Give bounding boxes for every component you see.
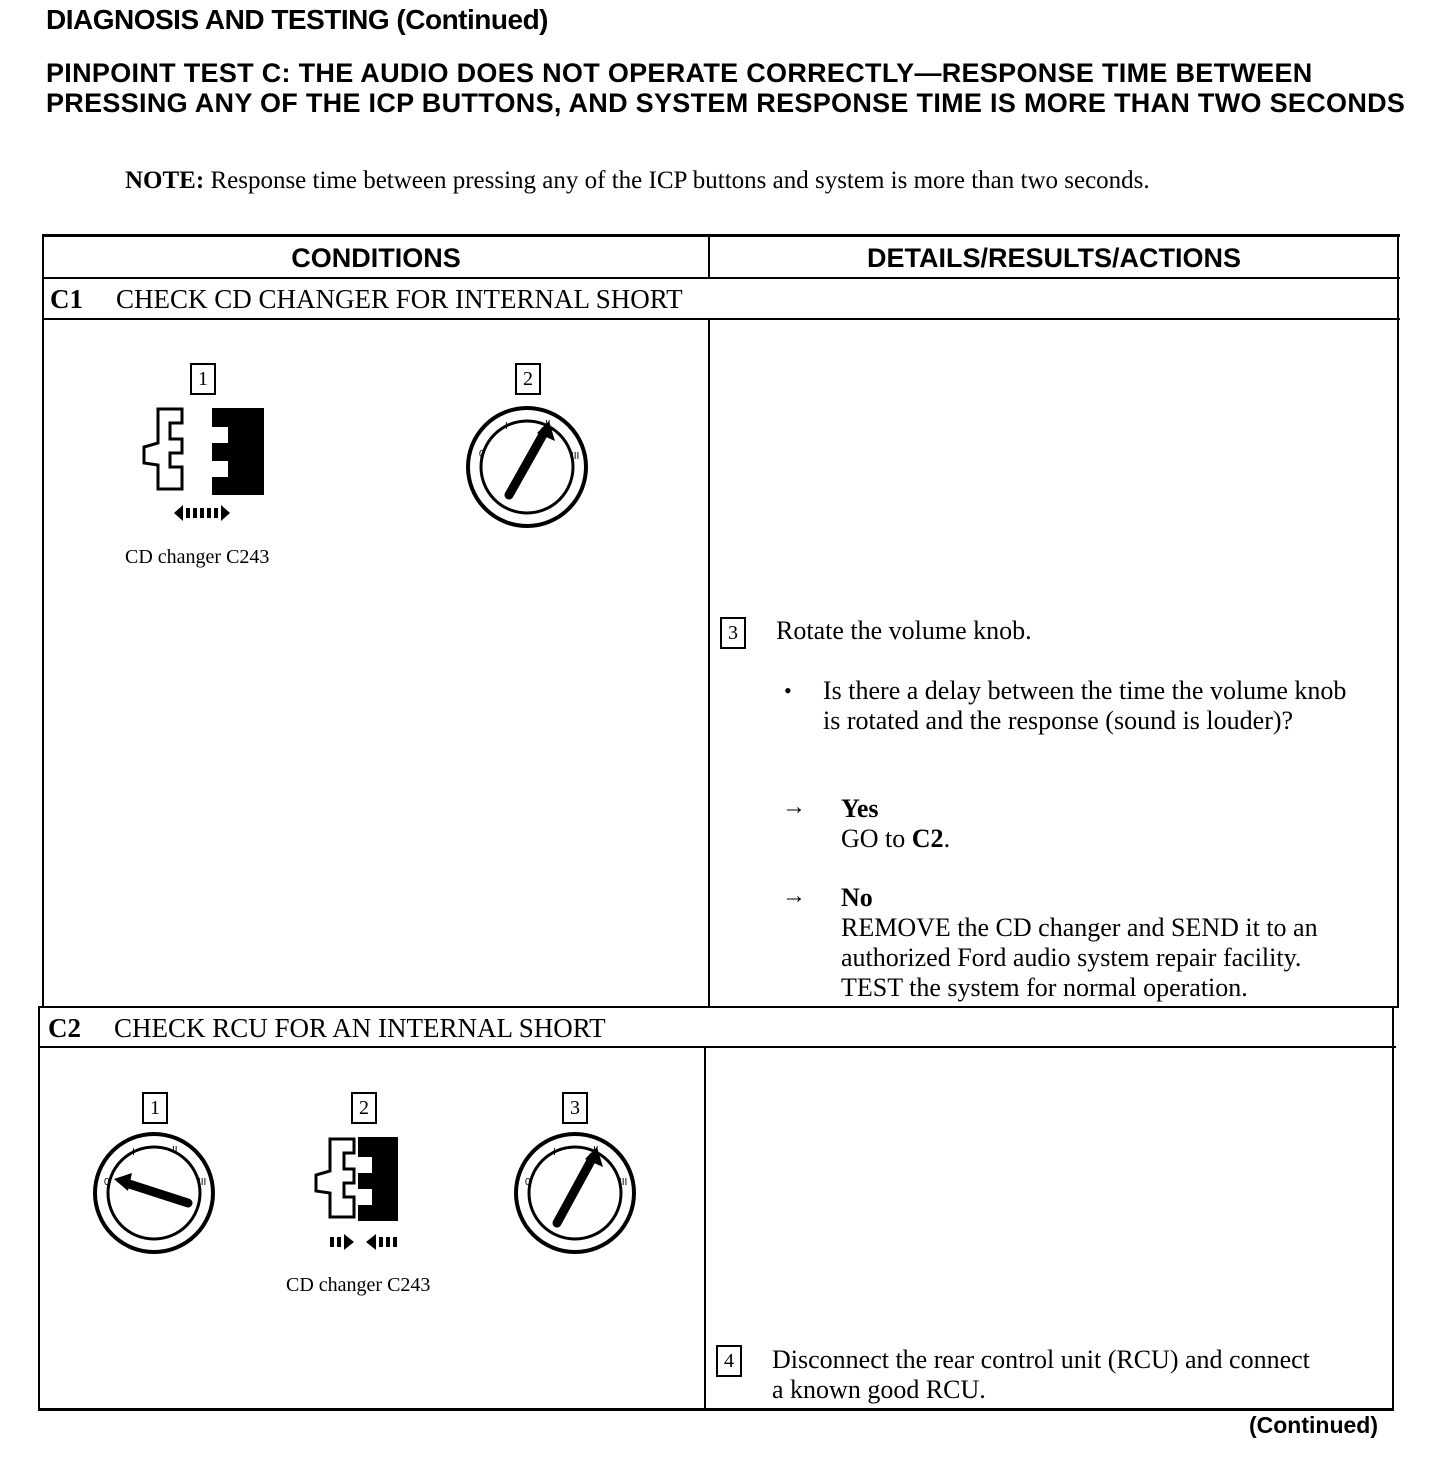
continued-label: (Continued): [1248, 1412, 1378, 1438]
action-text: [772, 1345, 1387, 1405]
ignition-switch-icon: [513, 1131, 637, 1255]
svg-text:0: 0: [479, 449, 485, 460]
svg-text:0: 0: [104, 1177, 110, 1188]
note-text: Response time between pressing any of the ICP buttons and system is more than two seconds.: [210, 167, 1150, 194]
step-c2-header: [48, 1009, 606, 1047]
figure-ref-3: 3: [562, 1092, 588, 1124]
action-ref-4: 4: [716, 1345, 742, 1377]
section-title: DIAGNOSIS AND TESTING (Continued): [46, 4, 548, 35]
svg-text:0: 0: [525, 1177, 531, 1188]
svg-text:I: I: [505, 421, 508, 432]
arrow-icon: →: [782, 883, 806, 909]
step-code: C2: [48, 1013, 81, 1043]
arrow-icon: →: [782, 794, 806, 820]
step-title: CHECK RCU FOR AN INTERNAL SHORT: [114, 1013, 606, 1043]
note-label: NOTE:: [125, 167, 205, 194]
svg-text:III: III: [571, 451, 580, 462]
step-c1-header: [50, 280, 683, 318]
figure-caption: CD changer C243: [125, 546, 270, 568]
result-line: REMOVE the CD changer and SEND it to an: [841, 913, 1318, 942]
action-line: Disconnect the rear control unit (RCU) and connect: [772, 1345, 1310, 1374]
step-code: C1: [50, 284, 83, 314]
action-line: a known good RCU.: [772, 1375, 986, 1404]
note: [125, 166, 1245, 196]
ignition-switch-icon: [92, 1131, 216, 1255]
connector-disconnect-icon: [140, 405, 270, 527]
svg-text:III: III: [198, 1177, 207, 1188]
question-text: Is there a delay between the time the volume knob is rotated and the response (sound is louder)?: [823, 676, 1347, 735]
svg-text:III: III: [619, 1177, 628, 1188]
result-label: Yes: [841, 794, 879, 823]
column-header-conditions: CONDITIONS: [291, 243, 461, 273]
figure-ref-2: 2: [515, 363, 541, 395]
result-line: TEST the system for normal operation.: [841, 973, 1248, 1002]
result-label: No: [841, 883, 873, 912]
connector-connect-icon: [312, 1135, 412, 1255]
action-text: Rotate the volume knob.: [776, 616, 1032, 645]
action-ref-3: 3: [720, 617, 746, 649]
figure-ref-1: 1: [190, 363, 216, 395]
ignition-switch-icon: [465, 405, 589, 529]
bullet-icon: •: [784, 678, 792, 703]
result-text: GO to C2.: [841, 824, 951, 853]
figure-ref-2: 2: [351, 1092, 377, 1124]
svg-text:II: II: [172, 1145, 178, 1156]
result-line: authorized Ford audio system repair facility.: [841, 943, 1302, 972]
svg-text:I: I: [132, 1147, 135, 1158]
svg-text:I: I: [553, 1147, 556, 1158]
result-no: [841, 883, 1391, 1003]
figure-caption: CD changer C243: [286, 1274, 431, 1296]
pinpoint-test-title: PINPOINT TEST C: THE AUDIO DOES NOT OPERATE CORRECTLY—RESPONSE TIME BETWEEN PRESSING ANY OF THE ICP BUTTONS, AND SYSTEM RESPONSE TIME IS MORE THAN TWO SECONDS: [46, 58, 1406, 118]
step-title: CHECK CD CHANGER FOR INTERNAL SHORT: [116, 284, 683, 314]
result-yes: [841, 794, 950, 854]
column-header-details: DETAILS/RESULTS/ACTIONS: [866, 243, 1241, 273]
figure-ref-1: 1: [142, 1092, 168, 1124]
